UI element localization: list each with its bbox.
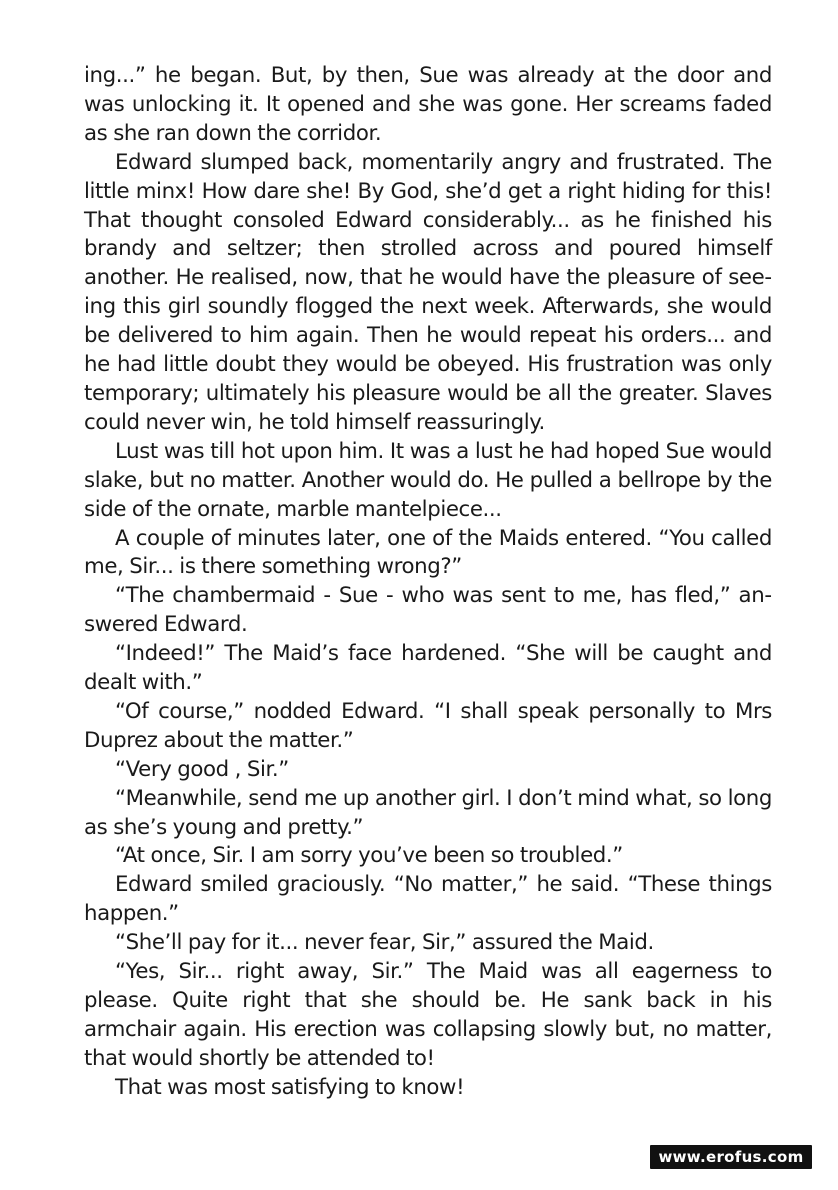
page-text: [84, 62, 772, 1103]
paragraph: Edward slumped back, momentarily angry and frustrated. The little minx! How dare she! By God, she’d get a right hiding for this! That thought consoled Edward considerably... as he finished his brandy and seltzer; then strolled across and poured himself another. He realised, now, that he would have the pleasure of seeing this girl soundly flogged the next week. Afterwards, she would be delivered to him again. Then he would repeat his orders... and he had little doubt they would be obeyed. His frustration was only temporary; ultimately his pleasure would be all the greater. Slaves could never win, he told himself reassuringly.: [84, 149, 772, 435]
paragraph: That was most satisfying to know!: [115, 1074, 465, 1100]
paragraph: “Meanwhile, send me up another girl. I don’t mind what, so long as she’s young and pretty.”: [84, 785, 772, 840]
paragraph: “Indeed!” The Maid’s face hardened. “She will be caught and dealt with.”: [84, 641, 772, 696]
paragraph: “She’ll pay for it... never fear, Sir,” assured the Maid.: [115, 930, 654, 956]
paragraph: Lust was till hot upon him. It was a lust he had hoped Sue would slake, but no matter. Another would do. He pulled a bellrope by the side of the ornate, marble mantelpiece...: [84, 438, 772, 522]
paragraph: ing...” he began. But, by then, Sue was already at the door and was unlocking it. It opened and she was gone. Her screams faded as she ran down the corridor.: [84, 63, 772, 146]
paragraph: “Of course,” nodded Edward. “I shall speak personally to Mrs Duprez about the matter.”: [84, 698, 772, 753]
paragraph: A couple of minutes later, one of the Maids entered. “You called me, Sir... is there something wrong?”: [84, 525, 772, 580]
watermark: www.erofus.com: [650, 1145, 812, 1169]
paragraph: “The chambermaid - Sue - who was sent to me, has fled,” answered Edward.: [84, 583, 772, 638]
paragraph: “At once, Sir. I am sorry you’ve been so troubled.”: [115, 843, 623, 869]
paragraph: Edward smiled graciously. “No matter,” he said. “These things happen.”: [84, 872, 772, 927]
paragraph: “Very good , Sir.”: [115, 756, 289, 782]
paragraph: “Yes, Sir... right away, Sir.” The Maid was all eagerness to please. Quite right that she should be. He sank back in his armchair again. His erection was collapsing slowly but, no matter, that would shortly be attended to!: [84, 959, 772, 1071]
